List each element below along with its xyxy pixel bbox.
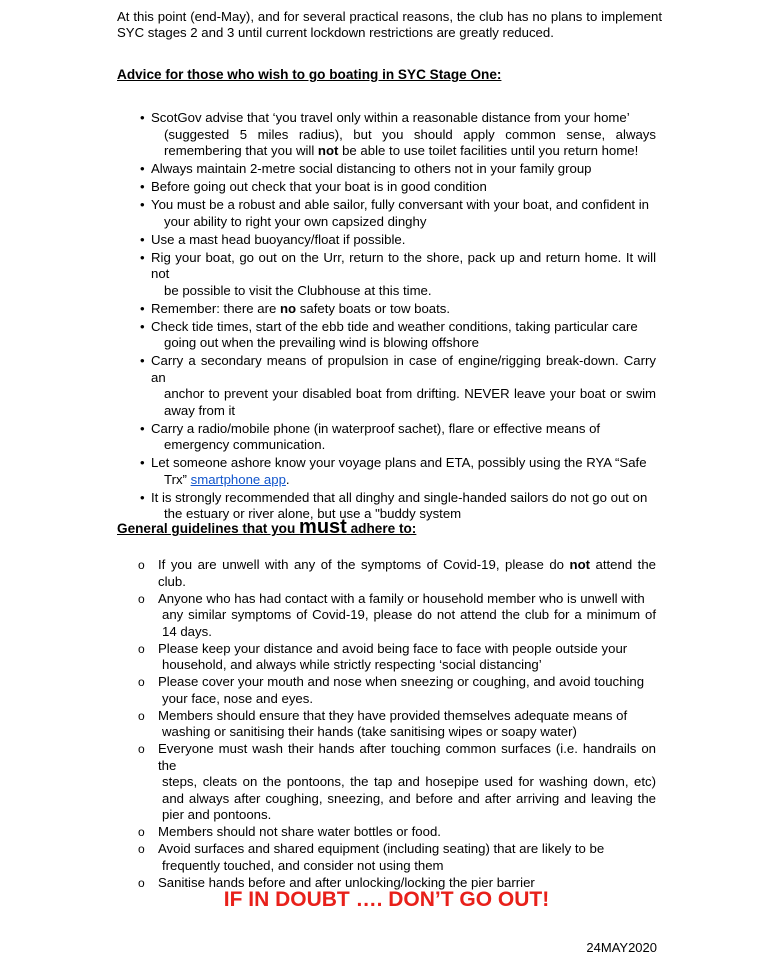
list-item: o Anyone who has had contact with a family or household member who is unwell with any similar symptoms of Covid-19, please do not attend the club for a minimum of 14 days.	[138, 590, 656, 639]
list-item: • Carry a secondary means of propulsion in case of engine/rigging break-down. Carry an anchor to prevent your disabled boat from drifting. NEVER leave your boat or swim away from it	[140, 353, 656, 418]
bullet-icon: •	[140, 489, 145, 505]
list-item: • You must be a robust and able sailor, fully conversant with your boat, and confident in your ability to right your own capsized dinghy	[140, 197, 650, 229]
circle-bullet-icon: o	[138, 708, 145, 723]
circle-bullet-icon: o	[138, 641, 145, 656]
list-item: • Before going out check that your boat is in good condition	[140, 179, 487, 194]
circle-bullet-icon: o	[138, 591, 145, 606]
circle-bullet-icon: o	[138, 742, 145, 756]
intro-paragraph: At this point (end-May), and for several practical reasons, the club has no plans to implement SYC stages 2 and 3 until current lockdown restrictions are greatly reduced.	[117, 9, 662, 40]
list-item: o Sanitise hands before and after unlocking/locking the pier barrier	[138, 874, 535, 890]
list-item: o Everyone must wash their hands after touching common surfaces (i.e. handrails on the steps, cleats on the pontoons, the tap and hosepipe used for washing down, etc) and always after coughing, sneezing, and before and after arriving and leaving the pier and pontoons.	[138, 741, 656, 822]
circle-bullet-icon: o	[138, 842, 145, 856]
advice-heading: Advice for those who wish to go boating in SYC Stage One:	[117, 67, 502, 82]
list-item: o Please cover your mouth and nose when sneezing or coughing, and avoid touching your face, nose and eyes.	[138, 674, 645, 706]
circle-bullet-icon: o	[138, 825, 145, 839]
circle-bullet-icon: o	[138, 675, 145, 689]
bullet-icon: •	[140, 300, 145, 316]
list-item: o If you are unwell with any of the symptoms of Covid-19, please do not attend the club.	[138, 557, 657, 589]
list-item: • It is strongly recommended that all dinghy and single-handed sailors do not go out on the estuary or river alone, but use a "buddy system	[140, 489, 648, 521]
bullet-icon: •	[140, 249, 145, 265]
advice-list	[140, 110, 656, 524]
bullet-icon: •	[140, 420, 145, 436]
bullet-icon: •	[140, 110, 145, 125]
warning-banner: IF IN DOUBT …. DON’T GO OUT!	[223, 888, 550, 911]
list-item: o Members should ensure that they have provided themselves adequate means of washing or sanitising their hands (take sanitising wipes or soapy water)	[138, 707, 628, 739]
list-item: • Use a mast head buoyancy/float if possible.	[140, 231, 406, 247]
bullet-icon: •	[140, 179, 145, 194]
list-item: • Check tide times, start of the ebb tide and weather conditions, taking particular care going out when the prevailing wind is blowing offshore	[140, 318, 638, 350]
bullet-icon: •	[140, 161, 145, 176]
list-item: • Let someone ashore know your voyage plans and ETA, possibly using the RYA “Safe Trx” smartphone app.	[140, 455, 647, 487]
bullet-icon: •	[140, 197, 145, 212]
list-item: • Rig your boat, go out on the Urr, return to the shore, pack up and return home. It will not be possible to visit the Clubhouse at this time.	[140, 249, 656, 298]
guidelines-heading: General guidelines that you must adhere to:	[117, 516, 417, 538]
bullet-icon: •	[140, 353, 145, 368]
list-item: o Avoid surfaces and shared equipment (including seating) that are likely to be frequently touched, and consider not using them	[138, 841, 605, 873]
bullet-icon: •	[140, 455, 145, 470]
list-item: o Members should not share water bottles or food.	[138, 824, 441, 839]
guidelines-list	[138, 557, 656, 892]
list-item: • Carry a radio/mobile phone (in waterproof sachet), flare or effective means of emergency communication.	[140, 420, 601, 452]
document-date: 24MAY2020	[586, 940, 657, 955]
list-item: • ScotGov advise that ‘you travel only within a reasonable distance from your home’ (suggested 5 miles radius), but you should apply common sense, always remembering that you will not be able to use toilet facilities until you return home!	[140, 110, 656, 158]
smartphone-app-link[interactable]: smartphone app	[190, 471, 286, 487]
list-item: o Please keep your distance and avoid being face to face with people outside your household, and always while strictly respecting ‘social distancing’	[138, 640, 628, 672]
circle-bullet-icon: o	[138, 558, 145, 572]
circle-bullet-icon: o	[138, 875, 145, 890]
bullet-icon: •	[140, 318, 145, 334]
bullet-icon: •	[140, 231, 145, 247]
list-item: • Always maintain 2-metre social distancing to others not in your family group	[140, 161, 592, 176]
list-item: • Remember: there are no safety boats or tow boats.	[140, 300, 451, 316]
